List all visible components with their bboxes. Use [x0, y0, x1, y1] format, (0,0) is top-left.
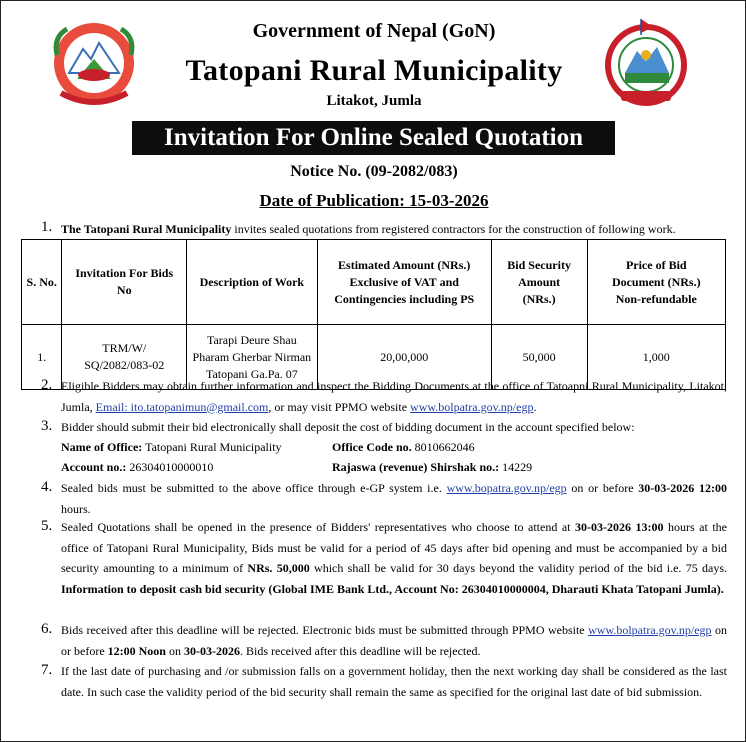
- item-6-text: Bids received after this deadline will be rejected. Electronic bids must be submitted through PPMO website www.bolpatra.gov.np/egp on or before 12:00 Noon on 30-03-2026. Bids received after this deadline will be rejected.: [61, 623, 728, 658]
- location: Litakot, Jumla: [326, 93, 422, 109]
- government-title: Government of Nepal (GoN): [252, 20, 496, 42]
- item-number: 5.: [41, 518, 53, 534]
- table-cell: 1,000: [587, 325, 725, 390]
- item-5-text: Sealed Quotations shall be opened in the presence of Bidders' representatives who choose to attend at 30-03-2026 13:00 hours at the office of Tatopani Rural Municipality, Bids must be valid for a period of 45 days after bid opening and must be accompanied by a bid security amounting to a minimum of NRs. 50,000 which shall be valid for 30 days beyond the validity period of the bid i.e. 75 days. Information to deposit cash bid security (Global IME Bank Ltd., Account No: 26304010000004, Dharauti Khata Tatopani Jumla).: [61, 520, 728, 596]
- item-number: 2.: [41, 377, 53, 393]
- column-header: Invitation For Bids No: [62, 240, 187, 325]
- item-7-text: If the last date of purchasing and /or submission falls on a government holiday, then the next working day shall be considered as the last date. In such case the validity period of the bid security shall remain the same as specified for the original last date of bid submission.: [61, 664, 727, 699]
- table-cell: Tarapi Deure Shau Pharam Gherbar Nirman Tatopani Ga.Pa. 07: [187, 325, 318, 390]
- egp-link[interactable]: www.bopatra.gov.np/egp: [446, 481, 567, 495]
- table-cell: 50,000: [491, 325, 587, 390]
- title-banner: Invitation For Online Sealed Quotation: [132, 121, 615, 155]
- column-header: Estimated Amount (NRs.) Exclusive of VAT and Contingencies including PS: [317, 240, 491, 325]
- table-cell: 20,00,000: [317, 325, 491, 390]
- table-cell: TRM/W/ SQ/2082/083-02: [62, 325, 187, 390]
- column-header: Bid Security Amount (NRs.): [491, 240, 587, 325]
- item-3-text: Bidder should submit their bid electronically shall deposit the cost of bidding document in the account specified below:: [61, 420, 635, 434]
- email-link[interactable]: Email: ito.tatopanimun@gmail.com: [95, 399, 269, 414]
- column-header: Description of Work: [187, 240, 318, 325]
- notice-number: Notice No. (09-2082/083): [290, 163, 458, 180]
- item-number: 6.: [41, 621, 53, 637]
- revenue-heading: Rajaswa (revenue) Shirshak no.: 14229: [332, 460, 533, 474]
- ppmo-link[interactable]: www.bolpatra.gov.np/egp: [410, 399, 534, 414]
- bolpatra-link[interactable]: www.bolpatra.gov.np/egp: [588, 623, 712, 637]
- office-name: Name of Office: Tatopani Rural Municipality: [61, 440, 282, 454]
- item-number: 1.: [41, 219, 53, 235]
- quotation-table: [21, 239, 726, 390]
- item-1-text: The Tatopani Rural Municipality invites sealed quotations from registered contractors for the construction of following work.: [61, 222, 676, 236]
- publication-date: Date of Publication: 15-03-2026: [259, 191, 489, 210]
- column-header: S. No.: [22, 240, 62, 325]
- table-cell: 1.: [22, 325, 62, 390]
- item-number: 3.: [41, 418, 53, 434]
- column-header: Price of Bid Document (NRs.) Non-refundable: [587, 240, 725, 325]
- municipality-title: Tatopani Rural Municipality: [185, 54, 563, 87]
- account-number: Account no.: 26304010000010: [61, 460, 214, 474]
- office-code: Office Code no. 8010662046: [332, 440, 475, 454]
- item-number: 4.: [41, 479, 53, 495]
- table-header-row: [22, 240, 726, 325]
- item-number: 7.: [41, 662, 53, 678]
- item-2-text: Eligible Bidders may obtain further information and inspect the Bidding Documents at the office of Tatoapni Rural Municipality, Litakot, Jumla, Email: ito.tatopanimun@gmail.com, or may visit PPMO website www.bolpatra.gov.np/egp.: [61, 379, 727, 414]
- item-4-text: Sealed bids must be submitted to the above office through e-GP system i.e. www.bopatra.gov.np/egp on or before 30-03-2026 12:00 hours.: [61, 481, 727, 516]
